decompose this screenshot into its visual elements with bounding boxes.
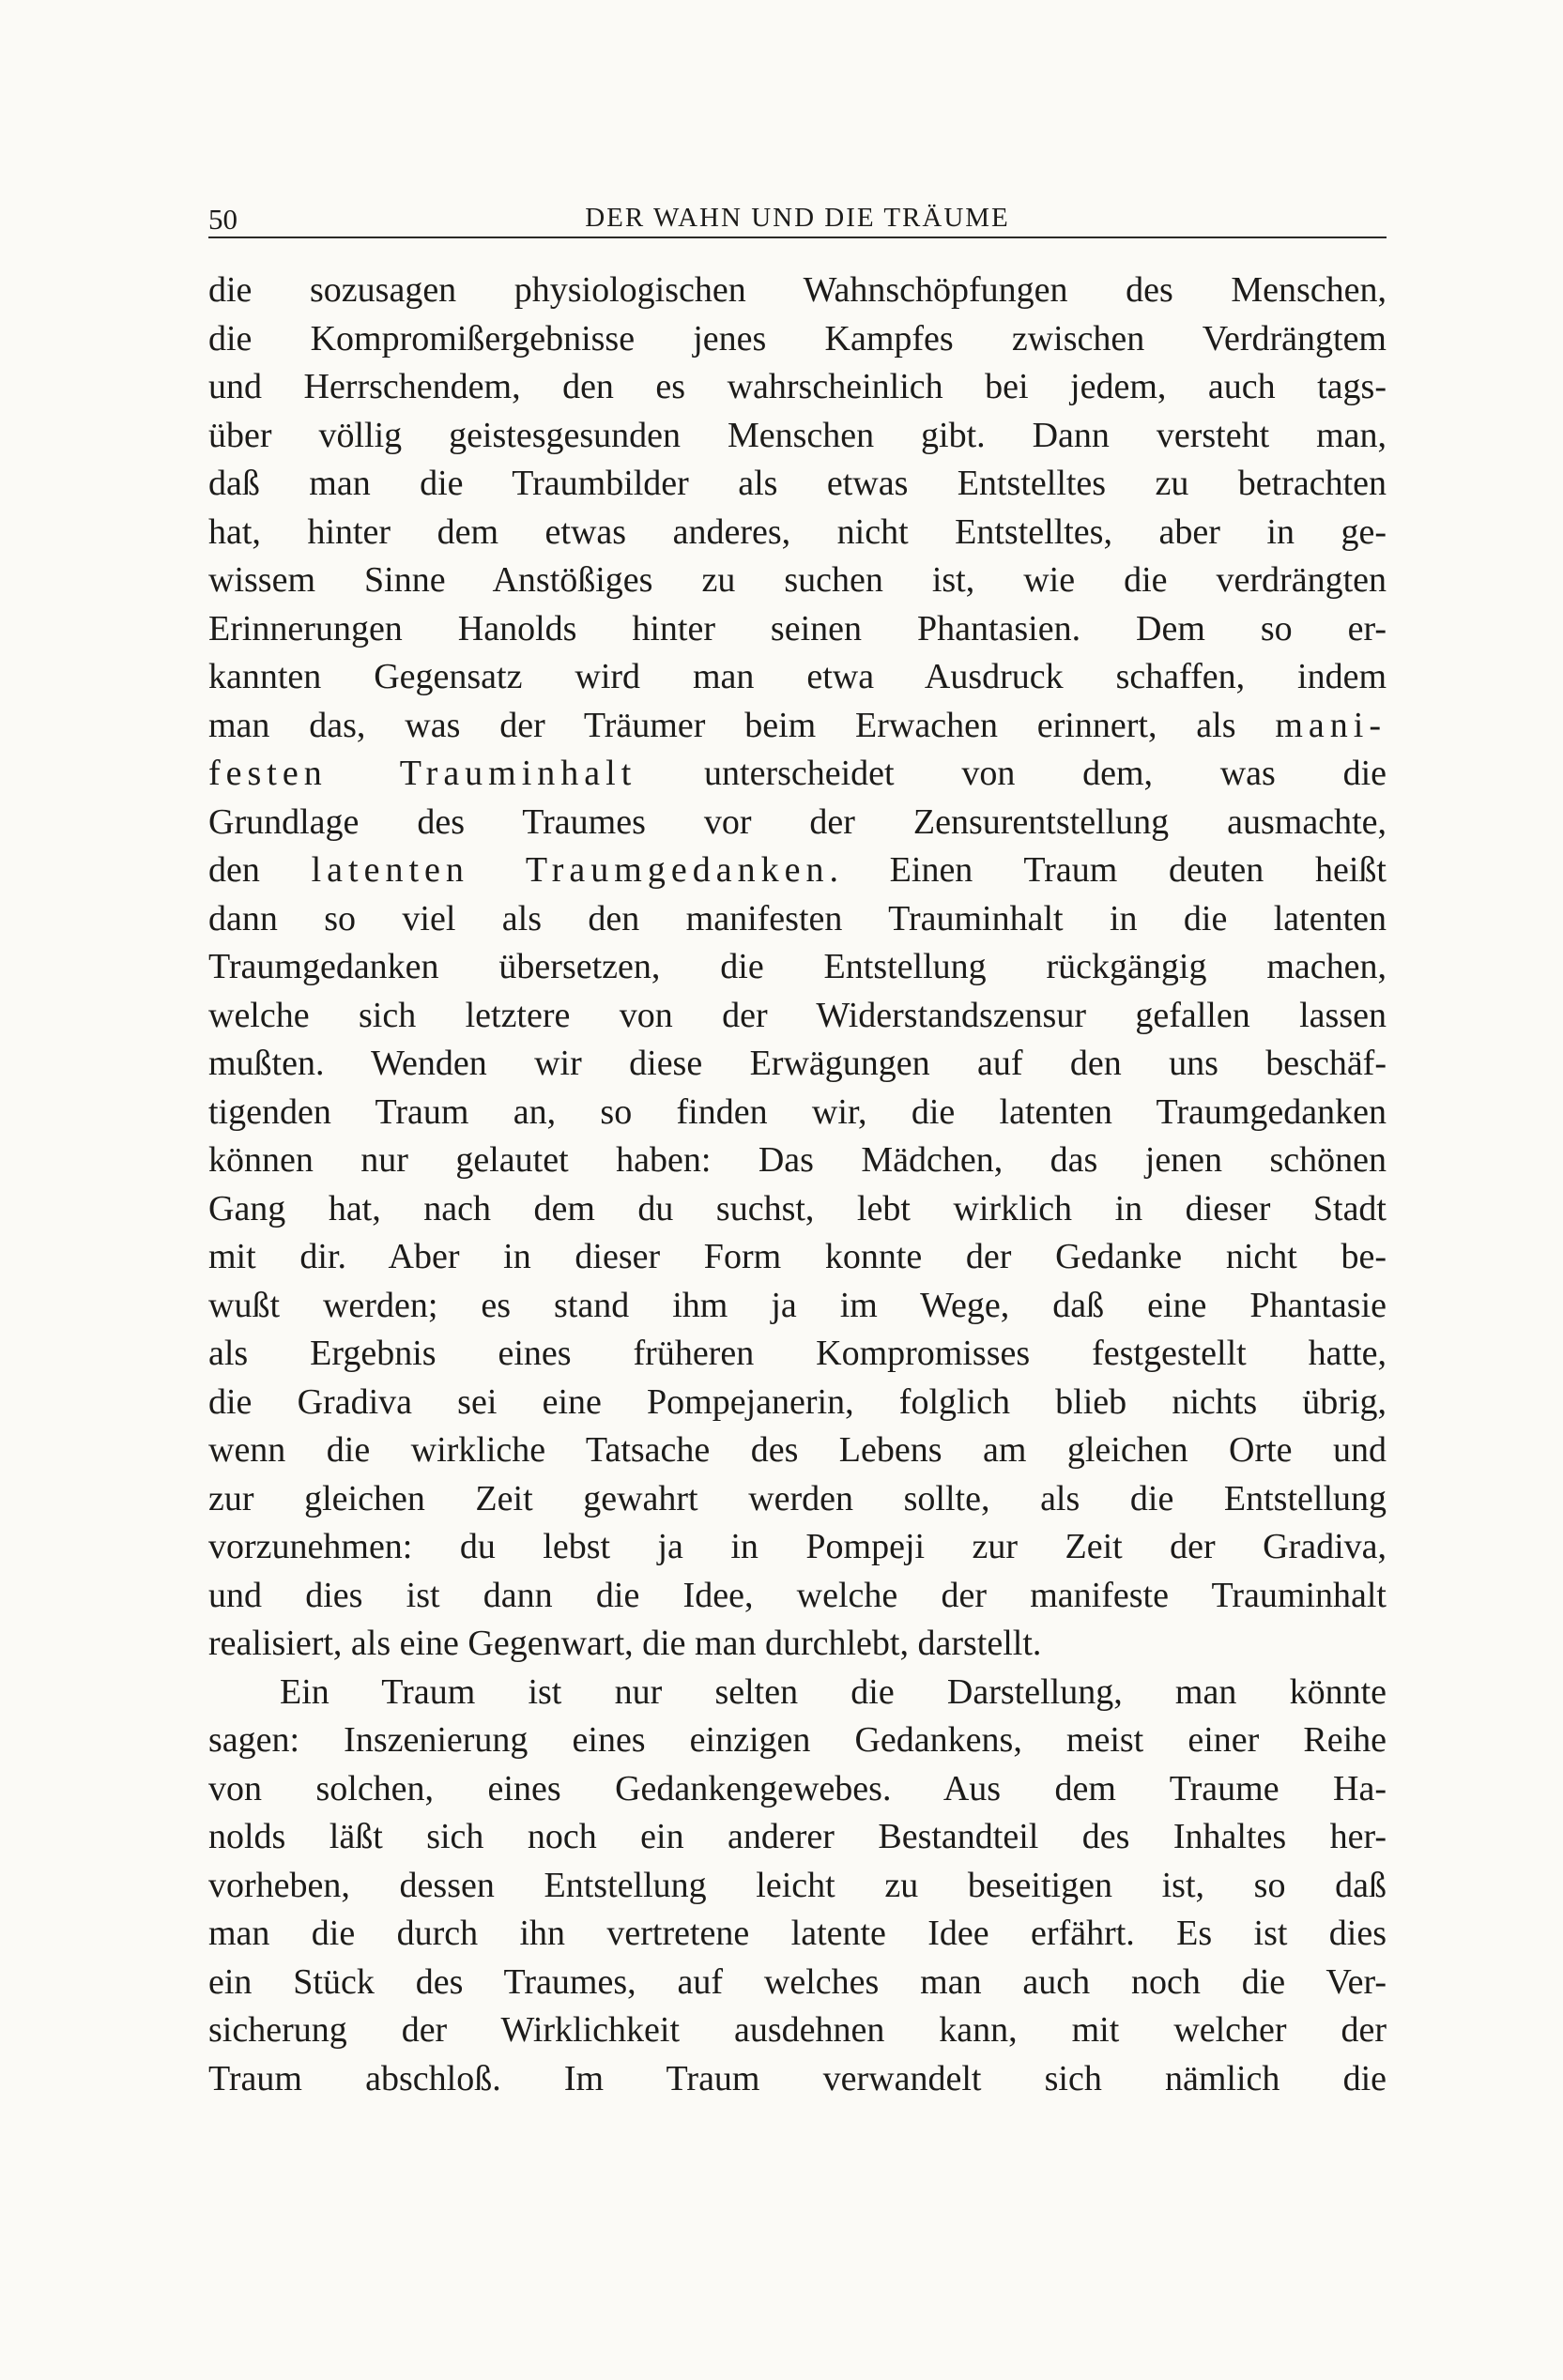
text-line: vorheben, dessen Entstellung leicht zu beseitigen ist, so daß bbox=[208, 1865, 1387, 1905]
text-line: sicherung der Wirklichkeit ausdehnen kann, mit welcher der bbox=[208, 2010, 1387, 2050]
text-line: wenn die wirkliche Tatsache des Lebens am gleichen Orte und bbox=[208, 1430, 1387, 1470]
text-line: hat, hinter dem etwas anderes, nicht Entstelltes, aber in ge- bbox=[208, 511, 1387, 552]
text-line: welche sich letztere von der Widerstandszensur gefallen lassen bbox=[208, 995, 1387, 1035]
text-line: tigenden Traum an, so finden wir, die latenten Traumgedanken bbox=[208, 1091, 1387, 1132]
emphasized-term: latenten Traumgedanken bbox=[311, 850, 830, 890]
text-line: nolds läßt sich noch ein anderer Bestandteil des Inhaltes her- bbox=[208, 1817, 1387, 1856]
running-head bbox=[208, 191, 1387, 238]
text-line: und dies ist dann die Idee, welche der manifeste Trauminhalt bbox=[208, 1575, 1387, 1615]
text-line: und Herrschendem, den es wahrscheinlich bei jedem, auch tags- bbox=[208, 367, 1387, 406]
text-line: die sozusagen physiologischen Wahnschöpfungen des Menschen, bbox=[208, 270, 1387, 310]
text-line: von solchen, eines Gedankengewebes. Aus dem Traume Ha- bbox=[208, 1768, 1387, 1808]
text-segment: . Einen Traum deuten heißt bbox=[829, 850, 1387, 890]
text-line: als Ergebnis eines früheren Kompromisses festgestellt hatte, bbox=[208, 1334, 1387, 1373]
text-segment: unterscheidet von dem, was die bbox=[636, 754, 1387, 793]
text-line: zur gleichen Zeit gewahrt werden sollte, als die Entstellung bbox=[208, 1478, 1387, 1518]
text-line: über völlig geistesgesunden Menschen gibt. Dann versteht man, bbox=[208, 415, 1387, 455]
text-line: sagen: Inszenierung eines einzigen Gedankens, meist einer Reihe bbox=[208, 1720, 1387, 1760]
text-line: die Kompromißergebnisse jenes Kampfes zwischen Verdrängtem bbox=[208, 318, 1387, 359]
text-segment: man das, was der Träumer beim Erwachen erinnert, als bbox=[208, 705, 1276, 745]
text-line: Traum abschloß. Im Traum verwandelt sich nämlich die bbox=[208, 2058, 1387, 2098]
emphasized-term: festen Trauminhalt bbox=[208, 754, 637, 793]
text-segment: den bbox=[208, 850, 312, 890]
text-line: realisiert, als eine Gegenwart, die man durchlebt, darstellt. bbox=[208, 1624, 1042, 1663]
text-line bbox=[208, 702, 1387, 751]
text-line: können nur gelautet haben: Das Mädchen, das jenen schönen bbox=[208, 1140, 1387, 1180]
text-line: daß man die Traumbilder als etwas Entstelltes zu betrachten bbox=[208, 464, 1387, 503]
text-line: kannten Gegensatz wird man etwa Ausdruck schaffen, indem bbox=[208, 657, 1387, 696]
text-line: mit dir. Aber in dieser Form konnte der Gedanke nicht be- bbox=[208, 1237, 1387, 1276]
text-line: Ein Traum ist nur selten die Darstellung, man könnte bbox=[280, 1671, 1387, 1712]
text-line: dann so viel als den manifesten Trauminhalt in die latenten bbox=[208, 898, 1387, 938]
text-line: wußt werden; es stand ihm ja im Wege, daß eine Phantasie bbox=[208, 1285, 1387, 1325]
page-number: 50 bbox=[208, 203, 238, 236]
emphasized-term: mani- bbox=[1275, 705, 1387, 745]
text-line: ein Stück des Traumes, auf welches man auch noch die Ver- bbox=[208, 1961, 1387, 2002]
text-line bbox=[208, 750, 1387, 799]
body-text bbox=[208, 267, 1387, 2103]
running-title: DER WAHN UND DIE TRÄUME bbox=[585, 203, 1010, 233]
text-line: die Gradiva sei eine Pompejanerin, folglich blieb nichts übrig, bbox=[208, 1381, 1387, 1422]
text-line: Gang hat, nach dem du suchst, lebt wirklich in dieser Stadt bbox=[208, 1188, 1387, 1228]
text-line: vorzunehmen: du lebst ja in Pompeji zur Zeit der Gradiva, bbox=[208, 1527, 1387, 1566]
text-line: wissem Sinne Anstößiges zu suchen ist, wie die verdrängten bbox=[208, 560, 1387, 600]
text-line: man die durch ihn vertretene latente Idee erfährt. Es ist dies bbox=[208, 1914, 1387, 1953]
text-line: mußten. Wenden wir diese Erwägungen auf den uns beschäf- bbox=[208, 1044, 1387, 1083]
book-page bbox=[208, 191, 1387, 2103]
text-line: Traumgedanken übersetzen, die Entstellung rückgängig machen, bbox=[208, 947, 1387, 986]
text-line: Grundlage des Traumes vor der Zensurentstellung ausmachte, bbox=[208, 801, 1387, 842]
text-line: Erinnerungen Hanolds hinter seinen Phantasien. Dem so er- bbox=[208, 608, 1387, 648]
text-line bbox=[208, 847, 1387, 895]
